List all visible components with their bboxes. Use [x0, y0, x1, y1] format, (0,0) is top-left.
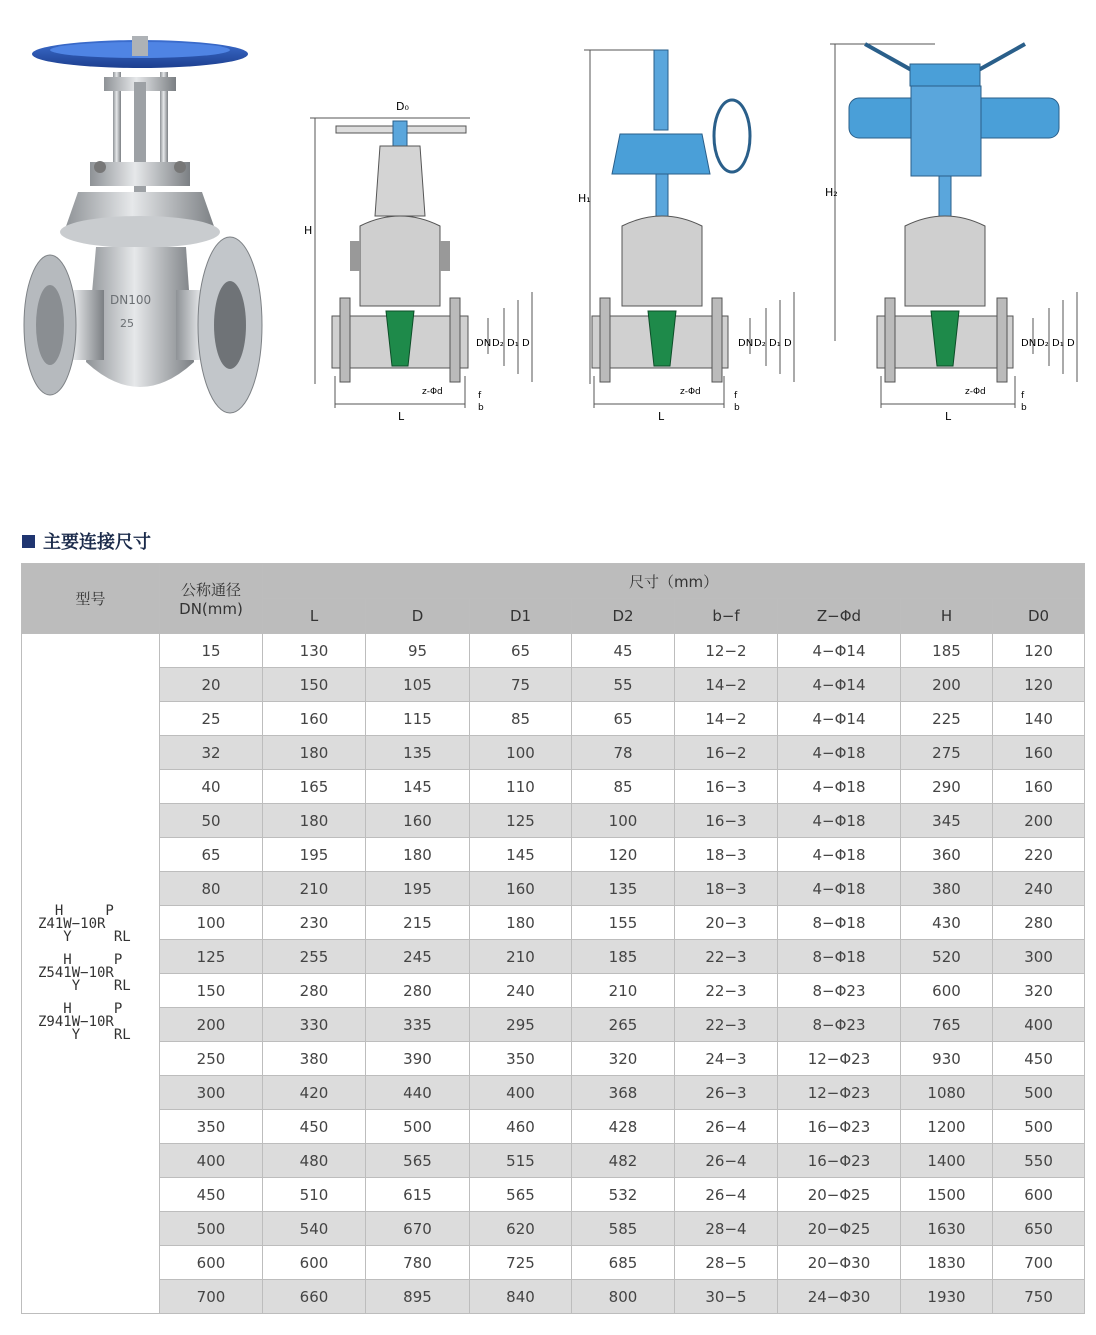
value-cell: 500	[366, 1110, 470, 1144]
model-label-line: H P	[38, 1001, 123, 1017]
value-cell: 14−2	[675, 702, 778, 736]
value-cell: 45	[572, 634, 675, 668]
value-cell: 350	[470, 1042, 572, 1076]
value-cell: 26−4	[675, 1110, 778, 1144]
dn-cell: 15	[160, 634, 263, 668]
value-cell: 532	[572, 1178, 675, 1212]
value-cell: 780	[366, 1246, 470, 1280]
dn-cell: 32	[160, 736, 263, 770]
table-row	[22, 1178, 1085, 1212]
value-cell: 95	[366, 634, 470, 668]
label-b-3: b	[1021, 403, 1027, 413]
value-cell: 12−Φ23	[778, 1042, 901, 1076]
value-cell: 300	[993, 940, 1085, 974]
model-label	[22, 954, 159, 993]
table-row	[22, 1280, 1085, 1314]
value-cell: 130	[263, 634, 366, 668]
value-cell: 1080	[901, 1076, 993, 1110]
value-cell: 135	[366, 736, 470, 770]
value-cell: 105	[366, 668, 470, 702]
value-cell: 28−4	[675, 1212, 778, 1246]
gate-valve-photo	[18, 32, 268, 452]
table-row	[22, 906, 1085, 940]
label-zphid-3: z-Φd	[965, 387, 986, 397]
table-row	[22, 940, 1085, 974]
dimension-drawing-manual	[300, 36, 540, 426]
value-cell: 700	[993, 1246, 1085, 1280]
value-cell: 620	[470, 1212, 572, 1246]
model-label-line: Y RL	[38, 1027, 131, 1043]
value-cell: 615	[366, 1178, 470, 1212]
dn-cell: 600	[160, 1246, 263, 1280]
value-cell: 200	[993, 804, 1085, 838]
value-cell: 540	[263, 1212, 366, 1246]
column-header: D0	[993, 599, 1085, 634]
value-cell: 520	[901, 940, 993, 974]
dn-cell: 20	[160, 668, 263, 702]
value-cell: 685	[572, 1246, 675, 1280]
value-cell: 78	[572, 736, 675, 770]
value-cell: 24−Φ30	[778, 1280, 901, 1314]
value-cell: 1200	[901, 1110, 993, 1144]
model-label-line: Z541W−10R	[38, 965, 114, 981]
value-cell: 1400	[901, 1144, 993, 1178]
label-f-3: f	[1021, 391, 1025, 401]
value-cell: 22−3	[675, 974, 778, 1008]
value-cell: 482	[572, 1144, 675, 1178]
value-cell: 670	[366, 1212, 470, 1246]
value-cell: 380	[901, 872, 993, 906]
value-cell: 160	[263, 702, 366, 736]
label-d-3: D	[1067, 338, 1075, 349]
value-cell: 65	[470, 634, 572, 668]
header-dn-line1: 公称通径	[180, 581, 241, 599]
model-label-line: H P	[38, 952, 123, 968]
value-cell: 430	[901, 906, 993, 940]
table-row	[22, 668, 1085, 702]
section-title: 主要连接尺寸	[43, 532, 151, 553]
value-cell: 195	[263, 838, 366, 872]
value-cell: 180	[366, 838, 470, 872]
value-cell: 14−2	[675, 668, 778, 702]
model-label-line: Y RL	[38, 929, 131, 945]
dn-cell: 400	[160, 1144, 263, 1178]
label-d1-2: D₁	[769, 338, 781, 349]
value-cell: 210	[572, 974, 675, 1008]
value-cell: 930	[901, 1042, 993, 1076]
column-header: D	[366, 599, 470, 634]
value-cell: 18−3	[675, 872, 778, 906]
value-cell: 55	[572, 668, 675, 702]
label-l-3: L	[945, 410, 952, 423]
value-cell: 1500	[901, 1178, 993, 1212]
header-dn-line2: DN(mm)	[179, 600, 243, 618]
value-cell: 600	[993, 1178, 1085, 1212]
model-label-line: Z41W−10R	[38, 916, 106, 932]
model-label	[22, 905, 159, 944]
value-cell: 8−Φ23	[778, 1008, 901, 1042]
value-cell: 4−Φ18	[778, 838, 901, 872]
value-cell: 160	[993, 736, 1085, 770]
value-cell: 368	[572, 1076, 675, 1110]
value-cell: 180	[263, 736, 366, 770]
value-cell: 275	[901, 736, 993, 770]
label-l-2: L	[658, 410, 665, 423]
value-cell: 210	[263, 872, 366, 906]
column-header: b−f	[675, 599, 778, 634]
value-cell: 85	[572, 770, 675, 804]
value-cell: 320	[572, 1042, 675, 1076]
value-cell: 75	[470, 668, 572, 702]
value-cell: 115	[366, 702, 470, 736]
column-header: D1	[470, 599, 572, 634]
value-cell: 500	[993, 1076, 1085, 1110]
value-cell: 110	[470, 770, 572, 804]
label-dn-3: DN	[1021, 338, 1037, 349]
value-cell: 4−Φ18	[778, 872, 901, 906]
label-d1-3: D₁	[1052, 338, 1064, 349]
value-cell: 120	[993, 668, 1085, 702]
value-cell: 420	[263, 1076, 366, 1110]
value-cell: 155	[572, 906, 675, 940]
model-label-line: Z941W−10R	[38, 1014, 114, 1030]
heading-square-icon	[22, 535, 35, 548]
value-cell: 240	[470, 974, 572, 1008]
dimension-drawing-gearbox	[572, 36, 812, 426]
value-cell: 100	[572, 804, 675, 838]
table-row	[22, 1110, 1085, 1144]
value-cell: 240	[993, 872, 1085, 906]
value-cell: 225	[901, 702, 993, 736]
table-row	[22, 702, 1085, 736]
value-cell: 265	[572, 1008, 675, 1042]
value-cell: 20−3	[675, 906, 778, 940]
label-d1: D₁	[507, 338, 519, 349]
dn-cell: 40	[160, 770, 263, 804]
value-cell: 4−Φ18	[778, 736, 901, 770]
value-cell: 360	[901, 838, 993, 872]
value-cell: 210	[470, 940, 572, 974]
value-cell: 660	[263, 1280, 366, 1314]
value-cell: 140	[993, 702, 1085, 736]
value-cell: 255	[263, 940, 366, 974]
value-cell: 215	[366, 906, 470, 940]
value-cell: 145	[366, 770, 470, 804]
dn-cell: 80	[160, 872, 263, 906]
value-cell: 30−5	[675, 1280, 778, 1314]
value-cell: 765	[901, 1008, 993, 1042]
label-h: H	[304, 224, 313, 237]
value-cell: 185	[572, 940, 675, 974]
column-header: D2	[572, 599, 675, 634]
label-d-2: D	[784, 338, 792, 349]
value-cell: 28−5	[675, 1246, 778, 1280]
value-cell: 26−4	[675, 1178, 778, 1212]
dimensions-table	[21, 563, 1085, 1314]
value-cell: 750	[993, 1280, 1085, 1314]
value-cell: 345	[901, 804, 993, 838]
value-cell: 245	[366, 940, 470, 974]
table-row	[22, 804, 1085, 838]
photo-marking-2: 25	[120, 317, 134, 330]
dn-cell: 125	[160, 940, 263, 974]
dn-cell: 100	[160, 906, 263, 940]
table-row	[22, 872, 1085, 906]
value-cell: 450	[993, 1042, 1085, 1076]
value-cell: 85	[470, 702, 572, 736]
value-cell: 230	[263, 906, 366, 940]
value-cell: 20−Φ25	[778, 1178, 901, 1212]
header-model: 型号	[22, 564, 160, 634]
table-row	[22, 1246, 1085, 1280]
label-b: b	[478, 403, 484, 413]
value-cell: 400	[993, 1008, 1085, 1042]
value-cell: 220	[993, 838, 1085, 872]
dn-cell: 450	[160, 1178, 263, 1212]
value-cell: 4−Φ14	[778, 702, 901, 736]
value-cell: 460	[470, 1110, 572, 1144]
value-cell: 16−3	[675, 804, 778, 838]
label-d: D	[522, 338, 530, 349]
table-row	[22, 1042, 1085, 1076]
value-cell: 480	[263, 1144, 366, 1178]
label-l: L	[398, 410, 405, 423]
value-cell: 12−2	[675, 634, 778, 668]
value-cell: 160	[470, 872, 572, 906]
label-h1: H₁	[578, 192, 591, 205]
value-cell: 20−Φ30	[778, 1246, 901, 1280]
value-cell: 500	[993, 1110, 1085, 1144]
value-cell: 600	[263, 1246, 366, 1280]
value-cell: 1830	[901, 1246, 993, 1280]
value-cell: 320	[993, 974, 1085, 1008]
column-header: H	[901, 599, 993, 634]
value-cell: 100	[470, 736, 572, 770]
dn-cell: 50	[160, 804, 263, 838]
label-dn-2: DN	[738, 338, 754, 349]
label-zphid-2: z-Φd	[680, 387, 701, 397]
table-row	[22, 838, 1085, 872]
dn-cell: 25	[160, 702, 263, 736]
value-cell: 65	[572, 702, 675, 736]
value-cell: 185	[901, 634, 993, 668]
value-cell: 565	[366, 1144, 470, 1178]
value-cell: 600	[901, 974, 993, 1008]
value-cell: 280	[993, 906, 1085, 940]
model-cell	[22, 634, 160, 1314]
model-label-line: Y RL	[38, 978, 131, 994]
table-row	[22, 1008, 1085, 1042]
value-cell: 440	[366, 1076, 470, 1110]
table-row	[22, 634, 1085, 668]
value-cell: 400	[470, 1076, 572, 1110]
value-cell: 895	[366, 1280, 470, 1314]
table-row	[22, 736, 1085, 770]
value-cell: 165	[263, 770, 366, 804]
dn-cell: 350	[160, 1110, 263, 1144]
label-f-2: f	[734, 391, 738, 401]
value-cell: 295	[470, 1008, 572, 1042]
value-cell: 8−Φ18	[778, 906, 901, 940]
value-cell: 180	[470, 906, 572, 940]
value-cell: 4−Φ18	[778, 804, 901, 838]
model-label	[22, 1003, 159, 1042]
label-d2: D₂	[492, 338, 504, 349]
value-cell: 4−Φ14	[778, 668, 901, 702]
table-row	[22, 770, 1085, 804]
model-label-line: H P	[38, 903, 114, 919]
value-cell: 16−2	[675, 736, 778, 770]
value-cell: 1930	[901, 1280, 993, 1314]
header-dimensions: 尺寸（mm）	[263, 564, 1085, 599]
value-cell: 800	[572, 1280, 675, 1314]
value-cell: 550	[993, 1144, 1085, 1178]
dn-cell: 700	[160, 1280, 263, 1314]
value-cell: 160	[993, 770, 1085, 804]
value-cell: 390	[366, 1042, 470, 1076]
table-row	[22, 1212, 1085, 1246]
table-row	[22, 1076, 1085, 1110]
value-cell: 26−4	[675, 1144, 778, 1178]
value-cell: 280	[366, 974, 470, 1008]
value-cell: 4−Φ18	[778, 770, 901, 804]
value-cell: 26−3	[675, 1076, 778, 1110]
label-d0: D₀	[396, 100, 409, 113]
value-cell: 18−3	[675, 838, 778, 872]
dimension-drawing-electric	[825, 36, 1090, 426]
value-cell: 125	[470, 804, 572, 838]
dn-cell: 250	[160, 1042, 263, 1076]
value-cell: 8−Φ23	[778, 974, 901, 1008]
value-cell: 510	[263, 1178, 366, 1212]
value-cell: 280	[263, 974, 366, 1008]
label-b-2: b	[734, 403, 740, 413]
value-cell: 515	[470, 1144, 572, 1178]
value-cell: 380	[263, 1042, 366, 1076]
value-cell: 725	[470, 1246, 572, 1280]
value-cell: 22−3	[675, 1008, 778, 1042]
label-h2: H₂	[825, 186, 838, 199]
value-cell: 24−3	[675, 1042, 778, 1076]
dn-cell: 500	[160, 1212, 263, 1246]
value-cell: 8−Φ18	[778, 940, 901, 974]
value-cell: 330	[263, 1008, 366, 1042]
label-f: f	[478, 391, 482, 401]
dn-cell: 300	[160, 1076, 263, 1110]
column-header: Z−Φd	[778, 599, 901, 634]
value-cell: 650	[993, 1212, 1085, 1246]
value-cell: 290	[901, 770, 993, 804]
value-cell: 1630	[901, 1212, 993, 1246]
value-cell: 585	[572, 1212, 675, 1246]
value-cell: 145	[470, 838, 572, 872]
value-cell: 180	[263, 804, 366, 838]
photo-marking: DN100	[110, 293, 152, 307]
value-cell: 195	[366, 872, 470, 906]
dn-cell: 150	[160, 974, 263, 1008]
value-cell: 565	[470, 1178, 572, 1212]
value-cell: 135	[572, 872, 675, 906]
section-heading	[22, 528, 151, 554]
value-cell: 22−3	[675, 940, 778, 974]
label-d2-2: D₂	[754, 338, 766, 349]
table-row	[22, 1144, 1085, 1178]
value-cell: 450	[263, 1110, 366, 1144]
value-cell: 840	[470, 1280, 572, 1314]
label-dn: DN	[476, 338, 492, 349]
dn-cell: 200	[160, 1008, 263, 1042]
value-cell: 200	[901, 668, 993, 702]
value-cell: 16−3	[675, 770, 778, 804]
value-cell: 120	[572, 838, 675, 872]
value-cell: 428	[572, 1110, 675, 1144]
label-zphid: z-Φd	[422, 387, 443, 397]
value-cell: 12−Φ23	[778, 1076, 901, 1110]
value-cell: 120	[993, 634, 1085, 668]
table-row	[22, 974, 1085, 1008]
dn-cell: 65	[160, 838, 263, 872]
column-header: L	[263, 599, 366, 634]
value-cell: 4−Φ14	[778, 634, 901, 668]
label-d2-3: D₂	[1037, 338, 1049, 349]
header-dn	[160, 564, 263, 634]
value-cell: 335	[366, 1008, 470, 1042]
value-cell: 16−Φ23	[778, 1110, 901, 1144]
value-cell: 20−Φ25	[778, 1212, 901, 1246]
value-cell: 16−Φ23	[778, 1144, 901, 1178]
value-cell: 150	[263, 668, 366, 702]
value-cell: 160	[366, 804, 470, 838]
